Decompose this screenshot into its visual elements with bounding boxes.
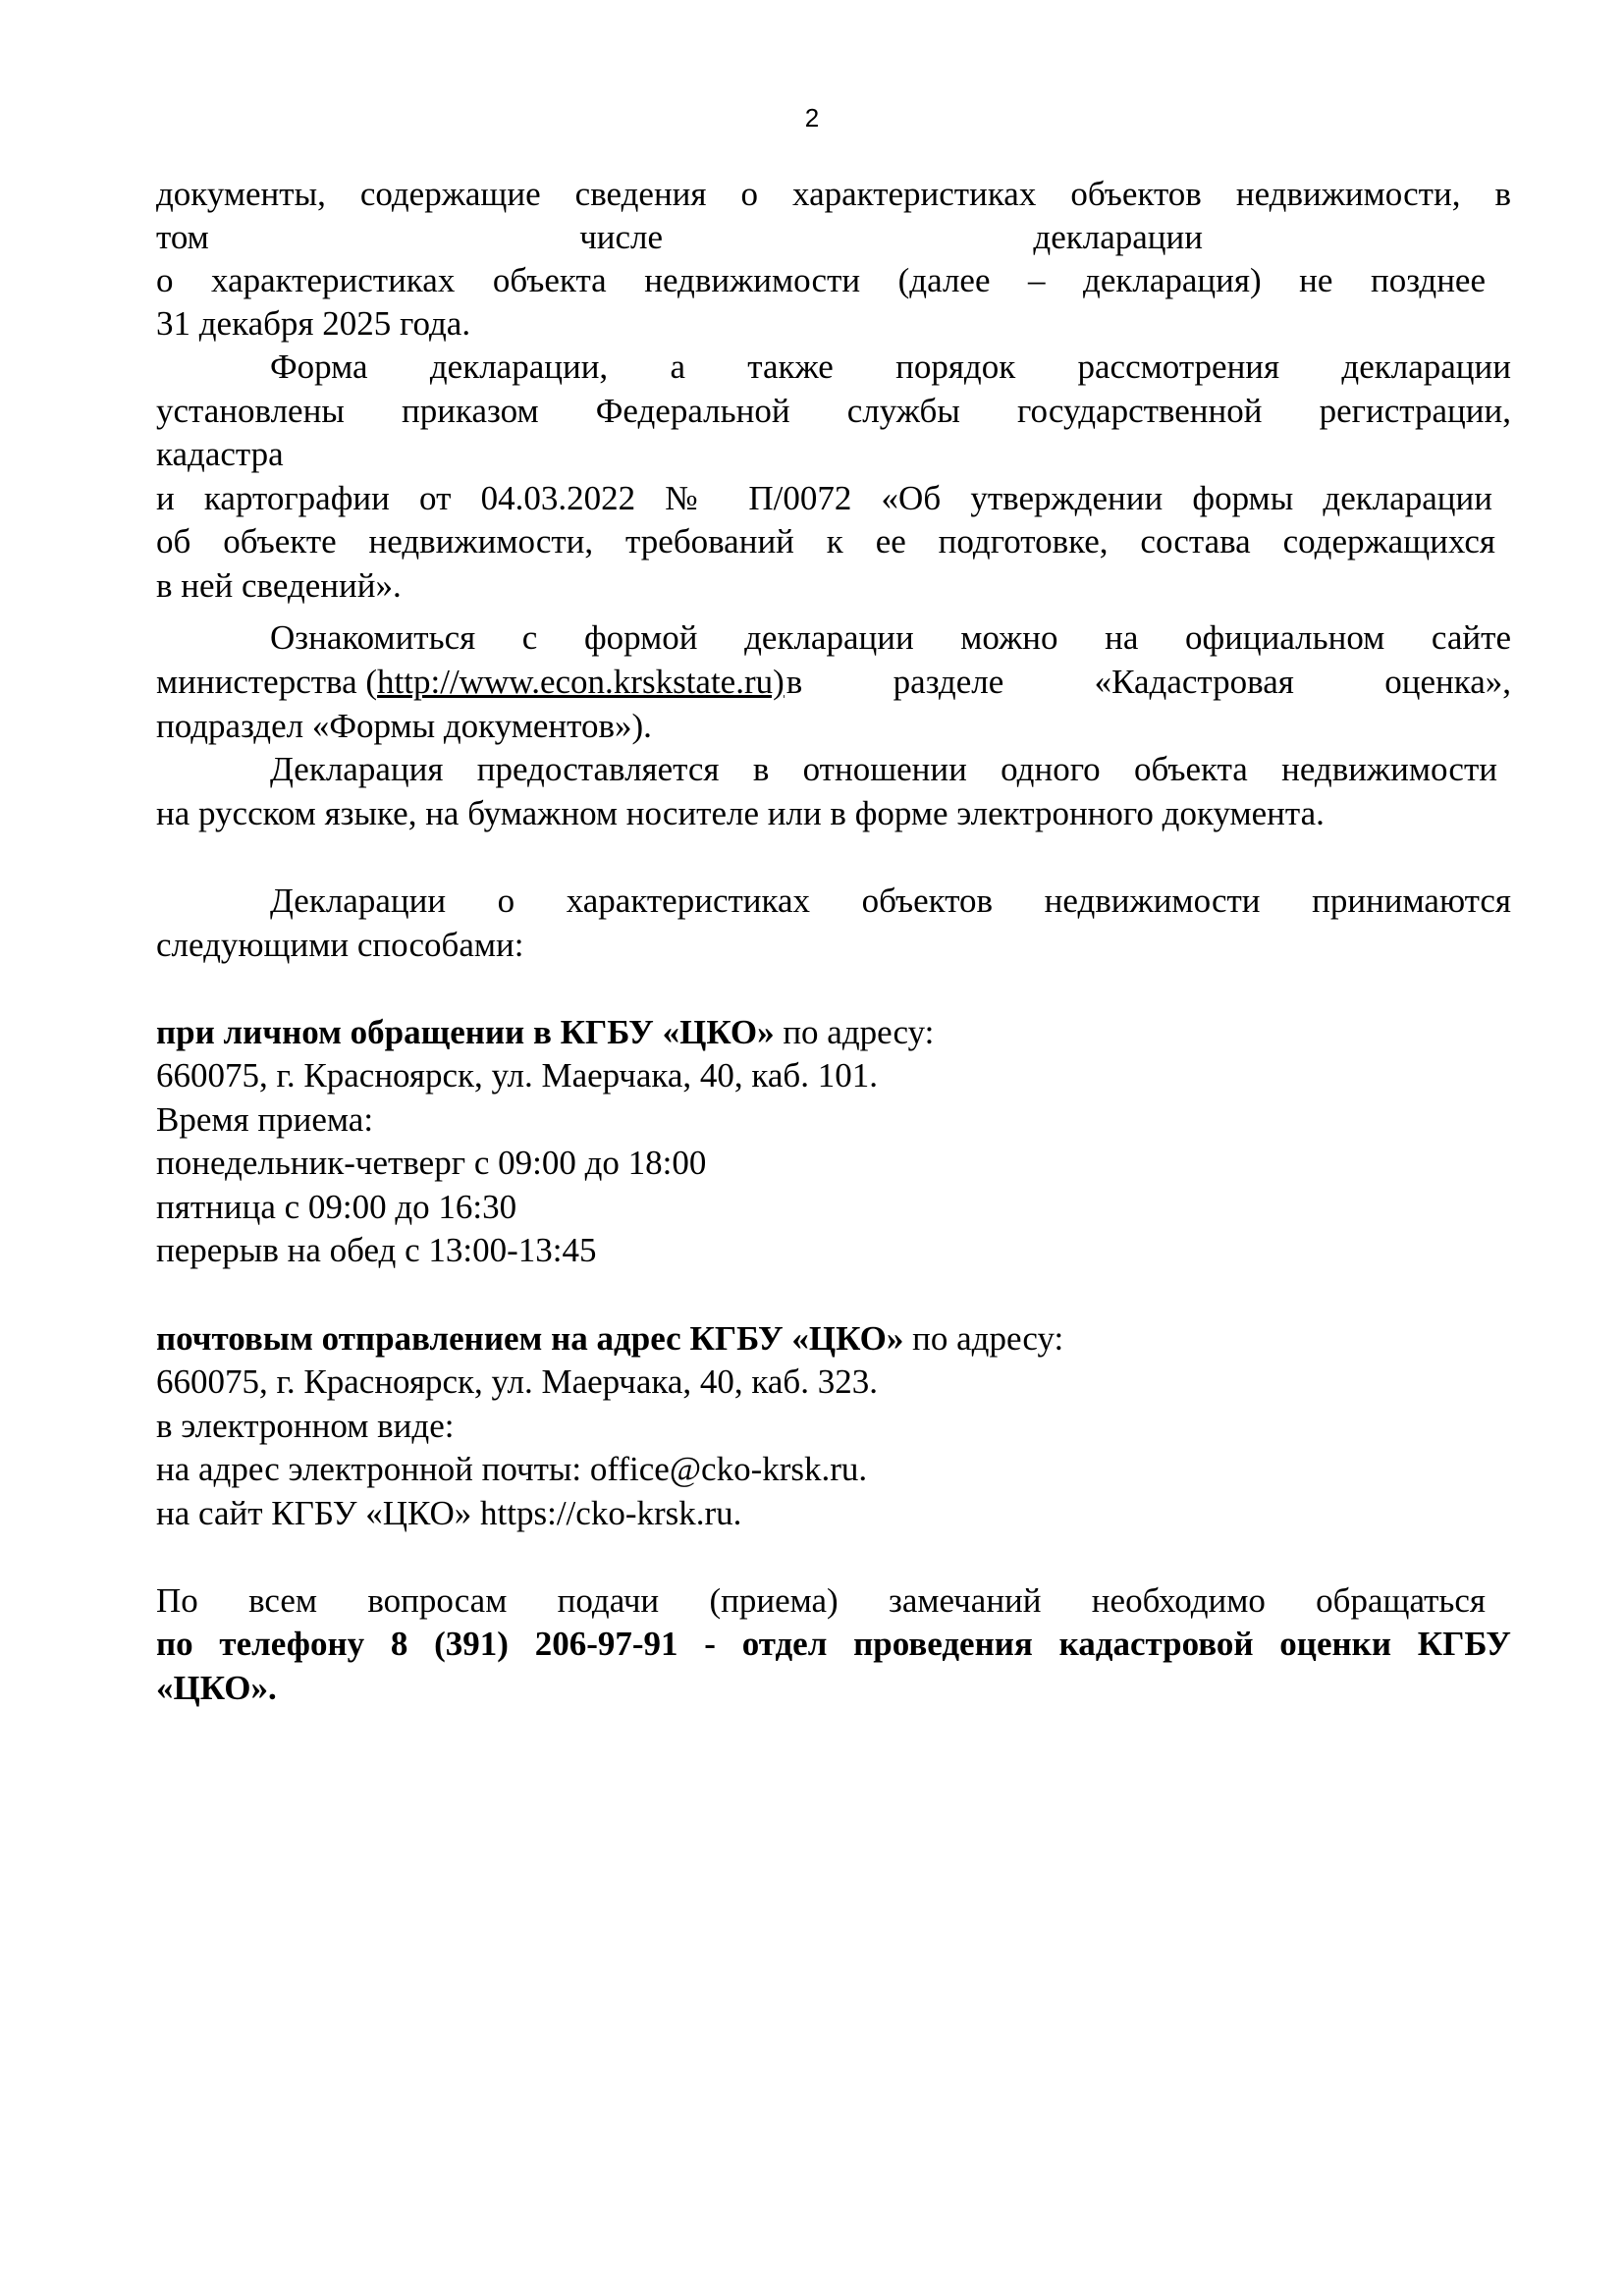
para5-line1 [270, 880, 1511, 923]
para1-line4: 31 декабря 2025 года. [156, 304, 471, 343]
para2-line4 [156, 477, 1492, 520]
para2-line5 [156, 520, 1495, 563]
in-person-heading-rest: по адресу: [774, 1013, 935, 1051]
para1-line3 [156, 259, 1486, 302]
para3-line1 [270, 616, 1511, 660]
contacts-line1 [156, 1579, 1486, 1623]
in-person-heading [156, 1011, 1511, 1054]
page-number: 2 [804, 103, 820, 133]
para3-line2-before: министерства ( [156, 663, 378, 701]
para1-line2 [156, 216, 1203, 259]
para1-word-deklaratsii: декларации [1033, 218, 1203, 256]
para4-line1-text: Декларация предоставляется в отношении одного объекта недвижимости [270, 750, 1497, 788]
para2-line5-text: об объекте недвижимости, требований к ее подготовке, состава содержащихся [156, 522, 1495, 561]
para2-line2-text: установлены приказом Федеральной службы государственной регистрации, [156, 392, 1511, 430]
para3-line3: подраздел «Формы документов»). [156, 707, 652, 745]
contacts-line1-text: По всем вопросам подачи (приема) замечаний необходимо обращаться [156, 1581, 1486, 1620]
email-line: на адрес электронной почты: office@cko-krsk.ru. [156, 1450, 868, 1488]
para4-line1 [270, 748, 1497, 791]
para3-line1-text: Ознакомиться с формой декларации можно на официальном сайте [270, 618, 1511, 657]
econ-site-link[interactable]: http://www.econ.krskstate.ru) [377, 663, 785, 701]
para3-line2-left [156, 661, 785, 704]
in-person-hours-fri: пятница с 09:00 до 16:30 [156, 1188, 517, 1226]
para5-line2: следующими способами: [156, 926, 524, 964]
para2-line4-text: и картографии от 04.03.2022 № П/0072 «Об утверждении формы декларации [156, 479, 1492, 517]
in-person-hours-title: Время приема: [156, 1100, 374, 1139]
para1-word-tom: том [156, 218, 209, 256]
mail-address: 660075, г. Красноярск, ул. Маерчака, 40, каб. 323. [156, 1362, 878, 1401]
in-person-hours-mon-thu: понедельник-четверг с 09:00 до 18:00 [156, 1144, 707, 1182]
contacts-line2 [156, 1623, 1511, 1666]
in-person-heading-bold: при личном обращении в КГБУ «ЦКО» [156, 1013, 775, 1051]
electronic-title: в электронном виде: [156, 1407, 455, 1445]
para2-line3: кадастра [156, 435, 284, 473]
in-person-lunch: перерыв на обед с 13:00-13:45 [156, 1231, 597, 1269]
para2-line1-text: Форма декларации, а также порядок рассмотрения декларации [270, 347, 1511, 386]
para1-word-chisle: числе [579, 218, 664, 256]
para1-line1 [156, 173, 1511, 216]
para3-line2 [156, 661, 1511, 704]
contacts-line3: «ЦКО». [156, 1669, 277, 1707]
para3-line2-after: в разделе «Кадастровая оценка», [785, 663, 1511, 701]
mail-heading [156, 1317, 1511, 1361]
mail-heading-bold: почтовым отправлением на адрес КГБУ «ЦКО» [156, 1319, 904, 1358]
para5-line1-text: Декларации о характеристиках объектов недвижимости принимаются [270, 881, 1511, 920]
site-line: на сайт КГБУ «ЦКО» https://cko-krsk.ru. [156, 1494, 742, 1532]
mail-heading-rest: по адресу: [903, 1319, 1064, 1358]
para2-line1 [270, 346, 1511, 389]
para1-line1-text: документы, содержащие сведения о характеристиках объектов недвижимости, в [156, 175, 1511, 213]
contacts-line2-text: по телефону 8 (391) 206-97-91 - отдел проведения кадастровой оценки КГБУ [156, 1625, 1511, 1663]
para2-line6: в ней сведений». [156, 566, 402, 605]
para1-line3-text: о характеристиках объекта недвижимости (далее – декларация) не позднее [156, 261, 1486, 299]
in-person-address: 660075, г. Красноярск, ул. Маерчака, 40, каб. 101. [156, 1056, 878, 1095]
para4-line2: на русском языке, на бумажном носителе или в форме электронного документа. [156, 794, 1325, 832]
para2-line2 [156, 390, 1511, 433]
